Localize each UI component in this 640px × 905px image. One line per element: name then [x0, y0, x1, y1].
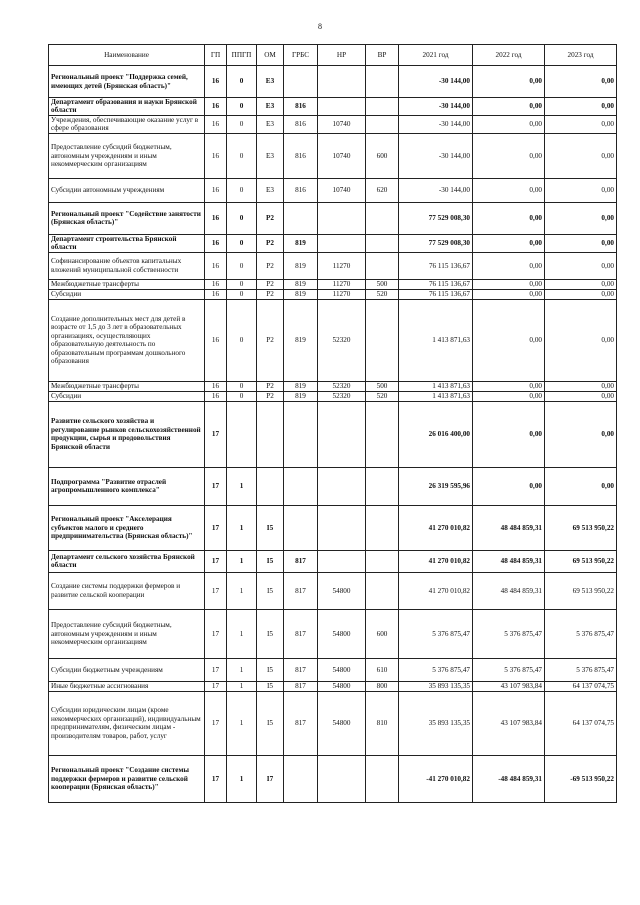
table-cell-gp: 17: [205, 681, 227, 691]
table-cell-name: Субсидии автономным учреждениям: [49, 178, 205, 202]
table-cell-name: Департамент строительства Брянской области: [49, 234, 205, 252]
table-cell-2022: 43 107 983,84: [473, 681, 545, 691]
table-row: [49, 681, 617, 691]
table-cell-nr: 10740: [318, 115, 366, 133]
table-row: [49, 66, 617, 98]
table-cell-vr: [366, 550, 399, 572]
table-cell-vr: [366, 467, 399, 505]
table-cell-ppgp: 0: [227, 279, 257, 289]
table-cell-gp: 17: [205, 691, 227, 755]
table-cell-2022: 5 376 875,47: [473, 609, 545, 658]
table-cell-grbs: 817: [284, 658, 318, 681]
page-number: 8: [318, 22, 322, 31]
table-cell-name: Субсидии: [49, 391, 205, 401]
table-cell-2023: 0,00: [545, 252, 617, 279]
table-cell-grbs: 819: [284, 252, 318, 279]
table-cell-2022: 48 484 859,31: [473, 572, 545, 609]
table-row: [49, 252, 617, 279]
table-cell-grbs: 816: [284, 115, 318, 133]
table-cell-vr: 810: [366, 691, 399, 755]
table-cell-nr: 54800: [318, 681, 366, 691]
table-cell-2021: 1 413 871,63: [399, 391, 473, 401]
table-cell-gp: 17: [205, 401, 227, 467]
table-cell-om: P2: [257, 279, 284, 289]
table-cell-2023: 0,00: [545, 467, 617, 505]
table-row: [49, 299, 617, 381]
table-cell-ppgp: [227, 401, 257, 467]
table-cell-om: I5: [257, 691, 284, 755]
table-cell-vr: 500: [366, 381, 399, 391]
table-cell-ppgp: 1: [227, 572, 257, 609]
table-cell-name: Департамент образования и науки Брянской области: [49, 98, 205, 116]
table-cell-grbs: 819: [284, 234, 318, 252]
table-cell-ppgp: 0: [227, 381, 257, 391]
header-row: [49, 45, 617, 66]
table-cell-name: Предоставление субсидий бюджетным, автономным учреждениям и иным некоммерческим организациям: [49, 609, 205, 658]
header-cell: ППГП: [227, 45, 257, 66]
table-cell-2021: 41 270 010,82: [399, 505, 473, 550]
table-cell-vr: 520: [366, 391, 399, 401]
table-cell-2022: 5 376 875,47: [473, 658, 545, 681]
header-cell: НР: [318, 45, 366, 66]
table-cell-gp: 17: [205, 755, 227, 802]
table-cell-nr: 11270: [318, 279, 366, 289]
table-cell-grbs: 819: [284, 289, 318, 299]
table-cell-om: I7: [257, 755, 284, 802]
table-cell-vr: [366, 252, 399, 279]
table-row: [49, 550, 617, 572]
table-row: [49, 98, 617, 116]
table-cell-2022: -48 484 859,31: [473, 755, 545, 802]
table-cell-nr: [318, 467, 366, 505]
table-cell-2022: 0,00: [473, 98, 545, 116]
table-row: [49, 467, 617, 505]
table-cell-om: E3: [257, 115, 284, 133]
table-cell-ppgp: 0: [227, 66, 257, 98]
table-cell-2021: -41 270 010,82: [399, 755, 473, 802]
table-cell-grbs: 817: [284, 691, 318, 755]
table-cell-grbs: [284, 401, 318, 467]
table-cell-2021: 77 529 008,30: [399, 234, 473, 252]
header-cell: 2021 год: [399, 45, 473, 66]
table-cell-2023: 0,00: [545, 299, 617, 381]
table-cell-nr: [318, 98, 366, 116]
table-cell-2022: 0,00: [473, 234, 545, 252]
table-cell-2022: 48 484 859,31: [473, 505, 545, 550]
table-cell-gp: 16: [205, 252, 227, 279]
table-cell-2022: 0,00: [473, 401, 545, 467]
table-cell-vr: [366, 299, 399, 381]
table-cell-gp: 16: [205, 381, 227, 391]
table-cell-om: P2: [257, 289, 284, 299]
table-cell-gp: 16: [205, 391, 227, 401]
table-cell-gp: 16: [205, 66, 227, 98]
table-cell-2023: 0,00: [545, 133, 617, 178]
table-cell-om: P2: [257, 202, 284, 234]
table-cell-ppgp: 1: [227, 505, 257, 550]
table-row: [49, 572, 617, 609]
table-cell-2021: 35 893 135,35: [399, 681, 473, 691]
table-cell-2023: 64 137 074,75: [545, 681, 617, 691]
header-cell: ВР: [366, 45, 399, 66]
table-cell-2022: 0,00: [473, 391, 545, 401]
table-cell-grbs: 817: [284, 572, 318, 609]
table-cell-om: P2: [257, 381, 284, 391]
table-cell-nr: [318, 202, 366, 234]
table-cell-2023: 0,00: [545, 234, 617, 252]
table-cell-grbs: [284, 467, 318, 505]
table-cell-name: Предоставление субсидий бюджетным, автономным учреждениям и иным некоммерческим организациям: [49, 133, 205, 178]
table-row: [49, 691, 617, 755]
table-cell-2021: -30 144,00: [399, 66, 473, 98]
table-cell-nr: [318, 755, 366, 802]
table-cell-nr: 11270: [318, 252, 366, 279]
table-cell-2021: 1 413 871,63: [399, 299, 473, 381]
table-cell-name: Развитие сельского хозяйства и регулирование рынков сельскохозяйственной продукции, сырья и продовольствия Брянской области: [49, 401, 205, 467]
table-cell-grbs: 817: [284, 609, 318, 658]
table-cell-2022: 0,00: [473, 252, 545, 279]
table-cell-nr: 10740: [318, 178, 366, 202]
table-cell-vr: [366, 115, 399, 133]
table-cell-ppgp: 1: [227, 755, 257, 802]
table-cell-2021: 26 319 595,96: [399, 467, 473, 505]
table-row: [49, 234, 617, 252]
table-row: [49, 202, 617, 234]
table-cell-name: Иные бюджетные ассигнования: [49, 681, 205, 691]
table-cell-gp: 17: [205, 505, 227, 550]
table-cell-gp: 16: [205, 98, 227, 116]
table-cell-name: Региональный проект "Поддержка семей, имеющих детей (Брянская область)": [49, 66, 205, 98]
table-cell-grbs: 816: [284, 98, 318, 116]
table-cell-grbs: [284, 66, 318, 98]
table-row: [49, 658, 617, 681]
table-cell-2022: 0,00: [473, 115, 545, 133]
table-cell-2022: 0,00: [473, 289, 545, 299]
table-cell-nr: 52320: [318, 381, 366, 391]
table-cell-vr: 520: [366, 289, 399, 299]
table-cell-gp: 17: [205, 467, 227, 505]
table-cell-nr: [318, 401, 366, 467]
table-cell-vr: 620: [366, 178, 399, 202]
table-cell-grbs: [284, 755, 318, 802]
table-cell-nr: [318, 234, 366, 252]
table-cell-name: Субсидии юридическим лицам (кроме некоммерческих организаций), индивидуальным предпринимателям, физическим лицам - производителям товаров, работ, услуг: [49, 691, 205, 755]
table-row: [49, 178, 617, 202]
table-row: [49, 391, 617, 401]
table-cell-nr: 54800: [318, 609, 366, 658]
table-cell-gp: 16: [205, 178, 227, 202]
table-cell-ppgp: 0: [227, 289, 257, 299]
table-cell-name: Софинансирование объектов капитальных вложений муниципальной собственности: [49, 252, 205, 279]
table-cell-om: [257, 401, 284, 467]
table-cell-nr: 54800: [318, 572, 366, 609]
table-cell-2021: 5 376 875,47: [399, 658, 473, 681]
table-row: [49, 401, 617, 467]
table-cell-2021: 5 376 875,47: [399, 609, 473, 658]
table-cell-2023: -69 513 950,22: [545, 755, 617, 802]
table-cell-vr: 610: [366, 658, 399, 681]
table-cell-2023: 0,00: [545, 98, 617, 116]
table-cell-grbs: 817: [284, 550, 318, 572]
table-cell-2021: 76 115 136,67: [399, 279, 473, 289]
table-cell-gp: 16: [205, 299, 227, 381]
table-cell-2021: 41 270 010,82: [399, 572, 473, 609]
header-cell: ОМ: [257, 45, 284, 66]
table-cell-gp: 16: [205, 115, 227, 133]
table-cell-ppgp: 0: [227, 391, 257, 401]
table-cell-name: Учреждения, обеспечивающие оказание услуг в сфере образования: [49, 115, 205, 133]
table-cell-nr: 52320: [318, 299, 366, 381]
table-cell-2023: 5 376 875,47: [545, 658, 617, 681]
table-cell-nr: [318, 66, 366, 98]
table-cell-ppgp: 1: [227, 550, 257, 572]
table-cell-nr: 54800: [318, 691, 366, 755]
table-cell-om: E3: [257, 178, 284, 202]
table-cell-name: Региональный проект "Содействие занятости (Брянская область)": [49, 202, 205, 234]
table-cell-om: I5: [257, 609, 284, 658]
table-cell-2021: -30 144,00: [399, 133, 473, 178]
table-cell-om: E3: [257, 66, 284, 98]
table-cell-name: Подпрограмма "Развитие отраслей агропромышленного комплекса": [49, 467, 205, 505]
table-cell-name: Региональный проект "Создание системы поддержки фермеров и развитие сельской кооперации (Брянская область)": [49, 755, 205, 802]
table-cell-ppgp: 1: [227, 658, 257, 681]
table-cell-2021: -30 144,00: [399, 115, 473, 133]
table-cell-om: E3: [257, 98, 284, 116]
table-cell-ppgp: 0: [227, 98, 257, 116]
table-cell-2023: 0,00: [545, 66, 617, 98]
budget-table: [48, 44, 617, 803]
table-row: [49, 115, 617, 133]
table-cell-ppgp: 1: [227, 681, 257, 691]
table-cell-2021: 35 893 135,35: [399, 691, 473, 755]
table-cell-2021: 76 115 136,67: [399, 289, 473, 299]
header-cell: ГРБС: [284, 45, 318, 66]
table-cell-ppgp: 1: [227, 609, 257, 658]
table-cell-name: Создание системы поддержки фермеров и развитие сельской кооперации: [49, 572, 205, 609]
table-cell-gp: 16: [205, 234, 227, 252]
table-cell-2022: 43 107 983,84: [473, 691, 545, 755]
table-cell-2023: 69 513 950,22: [545, 505, 617, 550]
table-cell-ppgp: 0: [227, 133, 257, 178]
table-cell-om: I5: [257, 572, 284, 609]
header-cell: Наименование: [49, 45, 205, 66]
header-cell: 2023 год: [545, 45, 617, 66]
table-cell-grbs: 819: [284, 381, 318, 391]
table-cell-ppgp: 0: [227, 234, 257, 252]
table-cell-vr: [366, 572, 399, 609]
table-cell-2021: 26 016 400,00: [399, 401, 473, 467]
table-cell-vr: 800: [366, 681, 399, 691]
table-cell-vr: [366, 234, 399, 252]
table-cell-2023: 0,00: [545, 115, 617, 133]
table-cell-gp: 16: [205, 289, 227, 299]
table-cell-2021: 41 270 010,82: [399, 550, 473, 572]
table-cell-2021: 77 529 008,30: [399, 202, 473, 234]
table-cell-2022: 0,00: [473, 178, 545, 202]
table-cell-vr: [366, 505, 399, 550]
table-cell-vr: [366, 202, 399, 234]
table-cell-2022: 0,00: [473, 467, 545, 505]
table-cell-2021: -30 144,00: [399, 98, 473, 116]
table-cell-2022: 0,00: [473, 279, 545, 289]
table-cell-grbs: 816: [284, 178, 318, 202]
table-cell-nr: 52320: [318, 391, 366, 401]
table-cell-vr: [366, 755, 399, 802]
table-cell-nr: 10740: [318, 133, 366, 178]
table-cell-2022: 0,00: [473, 299, 545, 381]
table-cell-2023: 5 376 875,47: [545, 609, 617, 658]
table-cell-grbs: 819: [284, 279, 318, 289]
table-cell-name: Региональный проект "Акселерация субъектов малого и среднего предпринимательства (Брянская область)": [49, 505, 205, 550]
table-cell-name: Субсидии бюджетным учреждениям: [49, 658, 205, 681]
table-cell-2022: 0,00: [473, 381, 545, 391]
table-cell-om: E3: [257, 133, 284, 178]
table-cell-ppgp: 1: [227, 691, 257, 755]
table-cell-name: Межбюджетные трансферты: [49, 279, 205, 289]
table-cell-grbs: 819: [284, 391, 318, 401]
table-cell-2023: 0,00: [545, 381, 617, 391]
table-cell-vr: 600: [366, 133, 399, 178]
table-cell-grbs: [284, 202, 318, 234]
table-cell-name: Создание дополнительных мест для детей в возрасте от 1,5 до 3 лет в образовательных организациях, осуществляющих образовательную деятельность по образовательным программам дошкольного образования: [49, 299, 205, 381]
table-cell-2021: -30 144,00: [399, 178, 473, 202]
table-cell-2023: 0,00: [545, 289, 617, 299]
table-cell-vr: [366, 98, 399, 116]
table-cell-grbs: 816: [284, 133, 318, 178]
table-row: [49, 279, 617, 289]
table-cell-ppgp: 0: [227, 115, 257, 133]
header-cell: ГП: [205, 45, 227, 66]
table-cell-om: P2: [257, 299, 284, 381]
table-cell-2023: 0,00: [545, 202, 617, 234]
table-cell-ppgp: 0: [227, 299, 257, 381]
table-cell-2023: 69 513 950,22: [545, 572, 617, 609]
table-cell-om: I5: [257, 681, 284, 691]
table-cell-2022: 0,00: [473, 133, 545, 178]
table-cell-vr: 500: [366, 279, 399, 289]
table-cell-grbs: 819: [284, 299, 318, 381]
table-cell-gp: 17: [205, 609, 227, 658]
table-cell-nr: 54800: [318, 658, 366, 681]
table-cell-gp: 16: [205, 133, 227, 178]
table-cell-2023: 69 513 950,22: [545, 550, 617, 572]
table-cell-2023: 0,00: [545, 401, 617, 467]
table-cell-vr: [366, 66, 399, 98]
table-cell-nr: 11270: [318, 289, 366, 299]
table-cell-nr: [318, 505, 366, 550]
table-cell-name: Межбюджетные трансферты: [49, 381, 205, 391]
table-cell-2021: 76 115 136,67: [399, 252, 473, 279]
table-cell-gp: 17: [205, 658, 227, 681]
table-cell-gp: 16: [205, 202, 227, 234]
table-cell-gp: 17: [205, 572, 227, 609]
table-cell-2021: 1 413 871,63: [399, 381, 473, 391]
table-cell-2022: 0,00: [473, 66, 545, 98]
table-cell-2023: 0,00: [545, 279, 617, 289]
table-row: [49, 133, 617, 178]
table-cell-2023: 64 137 074,75: [545, 691, 617, 755]
table-cell-om: P2: [257, 234, 284, 252]
table-cell-vr: 600: [366, 609, 399, 658]
table-cell-2022: 0,00: [473, 202, 545, 234]
table-cell-name: Департамент сельского хозяйства Брянской области: [49, 550, 205, 572]
table-row: [49, 381, 617, 391]
table-cell-vr: [366, 401, 399, 467]
table-cell-name: Субсидии: [49, 289, 205, 299]
table-cell-gp: 17: [205, 550, 227, 572]
table-cell-om: I5: [257, 505, 284, 550]
table-body: [49, 66, 617, 803]
table-cell-grbs: [284, 505, 318, 550]
table-row: [49, 755, 617, 802]
table-cell-grbs: 817: [284, 681, 318, 691]
header-cell: 2022 год: [473, 45, 545, 66]
table-cell-nr: [318, 550, 366, 572]
table-cell-ppgp: 1: [227, 467, 257, 505]
table-cell-om: [257, 467, 284, 505]
table-row: [49, 289, 617, 299]
table-cell-2023: 0,00: [545, 178, 617, 202]
table-cell-gp: 16: [205, 279, 227, 289]
table-cell-ppgp: 0: [227, 252, 257, 279]
table-cell-om: I5: [257, 550, 284, 572]
table-row: [49, 609, 617, 658]
table-cell-om: P2: [257, 252, 284, 279]
table-cell-ppgp: 0: [227, 178, 257, 202]
table-cell-ppgp: 0: [227, 202, 257, 234]
table-row: [49, 505, 617, 550]
table-cell-om: P2: [257, 391, 284, 401]
table-cell-2023: 0,00: [545, 391, 617, 401]
table-cell-2022: 48 484 859,31: [473, 550, 545, 572]
table-cell-om: I5: [257, 658, 284, 681]
